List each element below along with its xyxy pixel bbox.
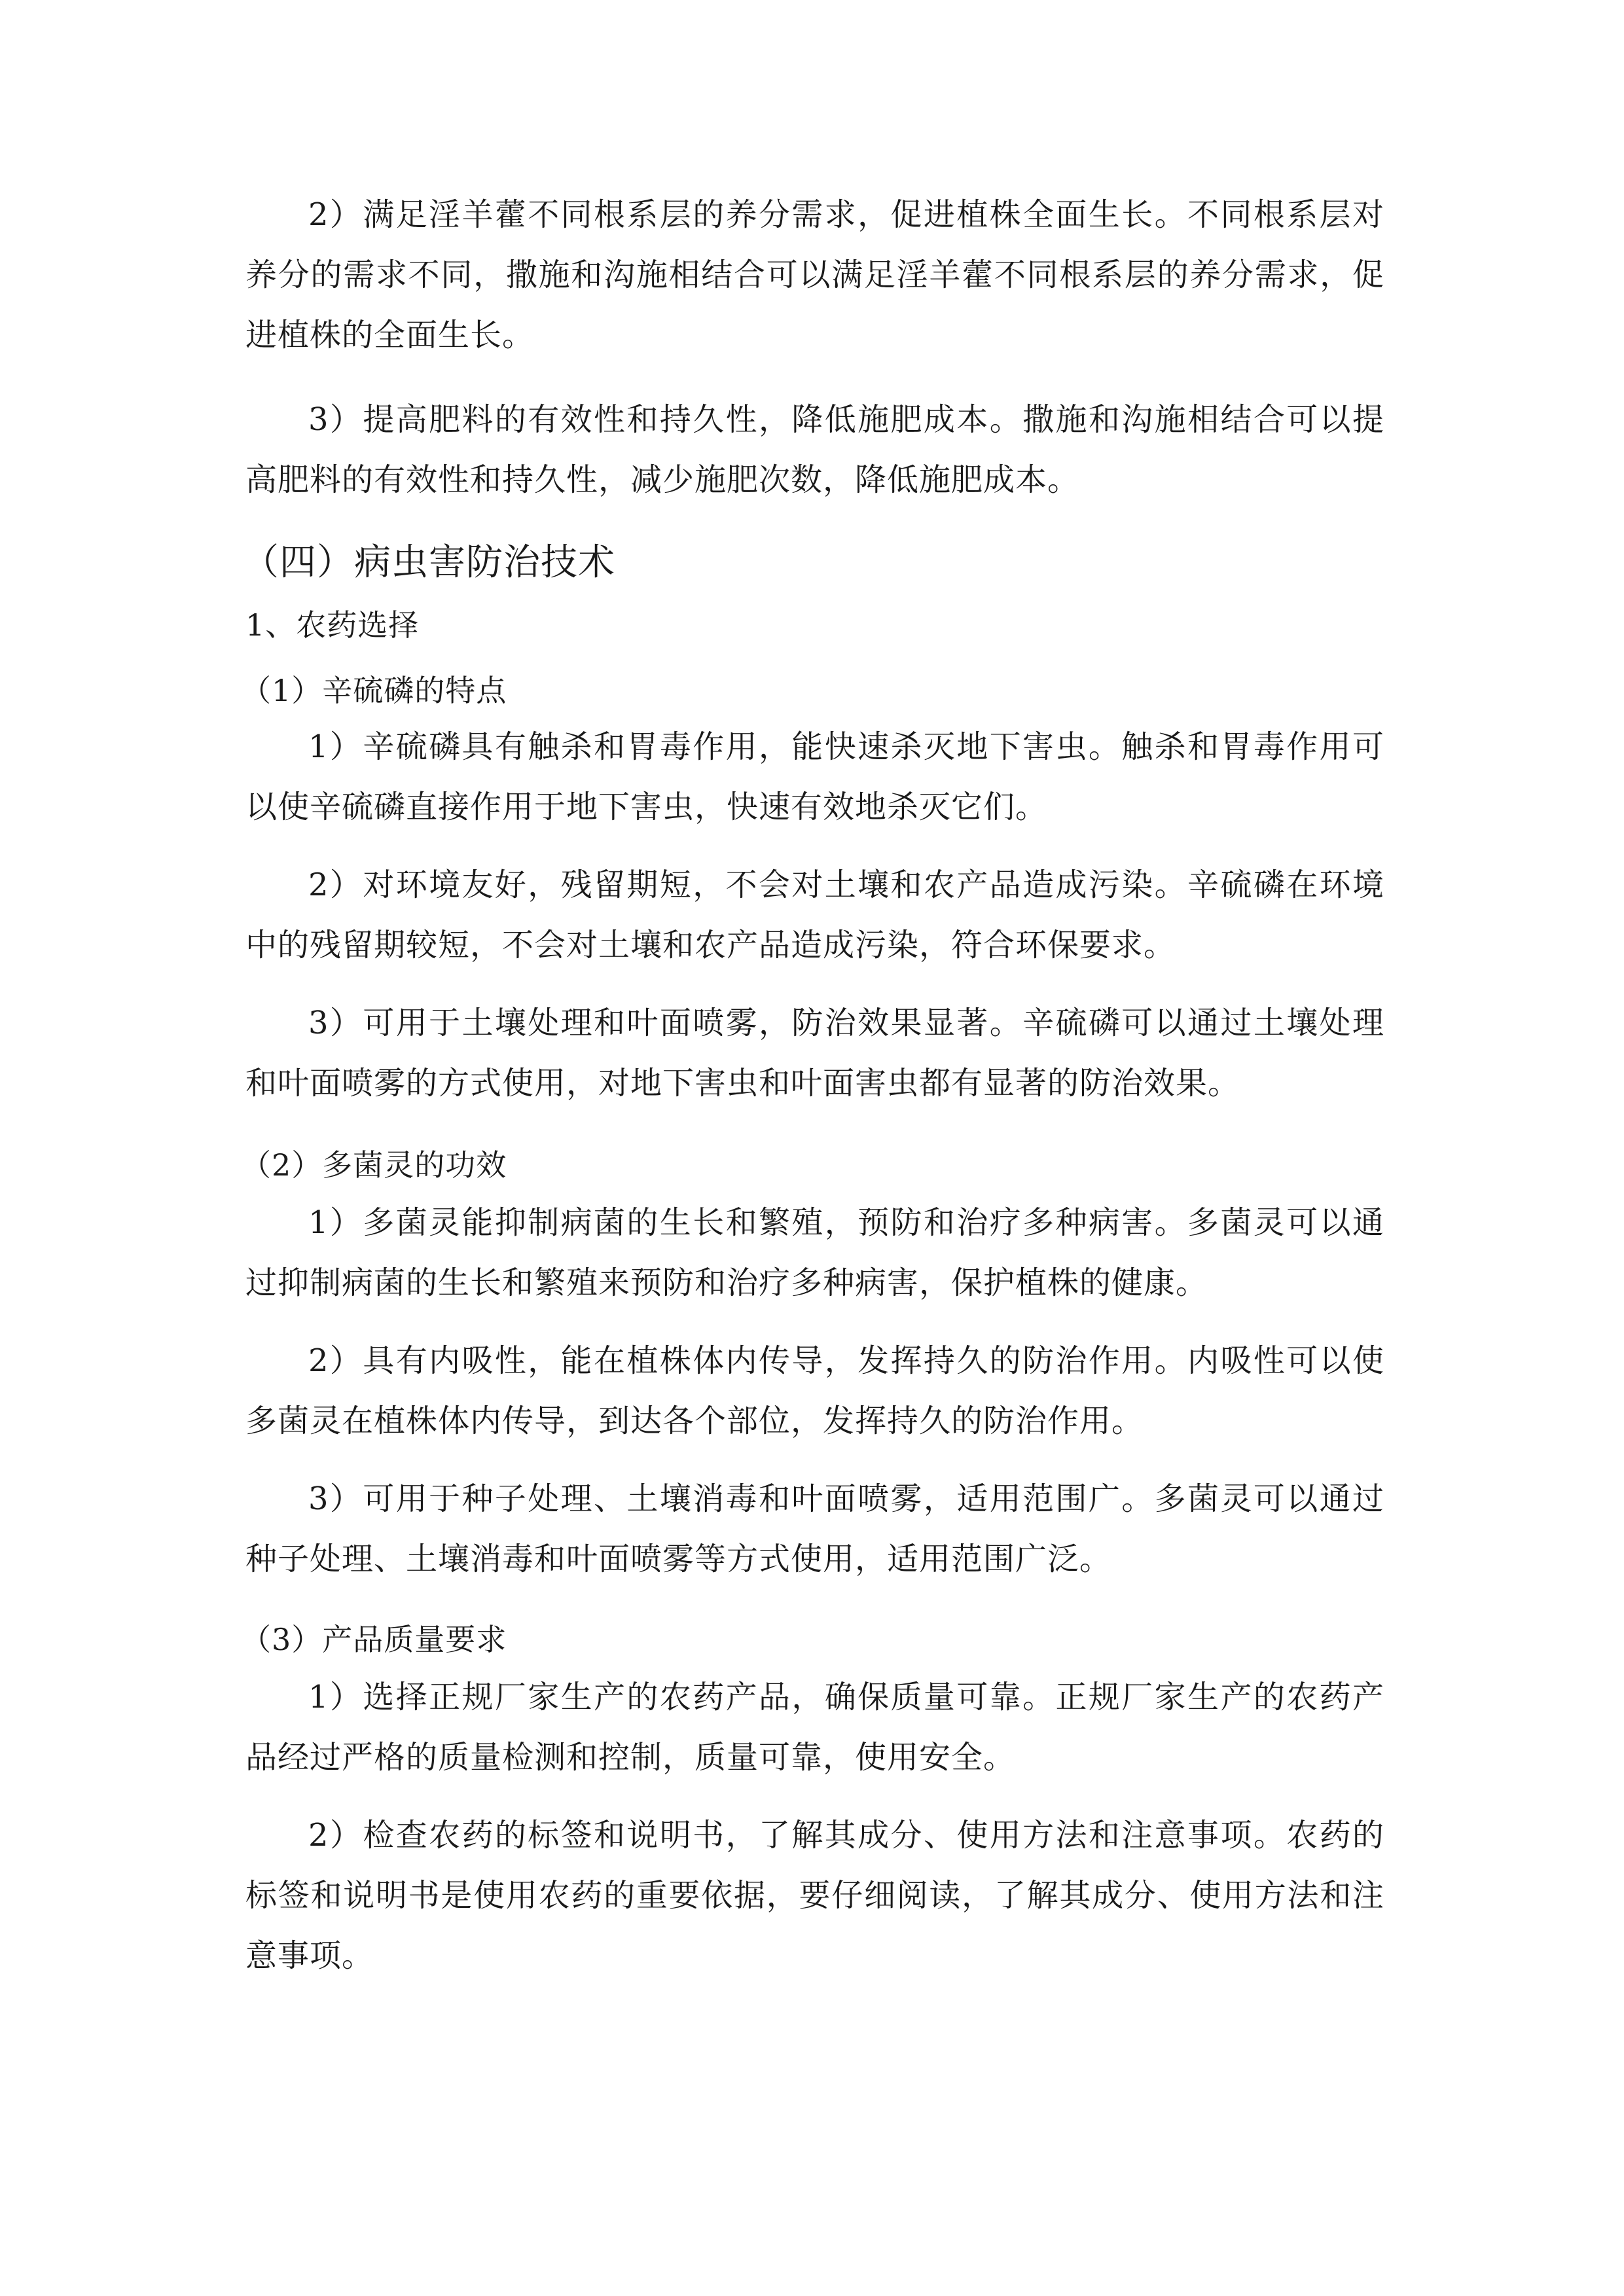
list-item: 1）选择正规厂家生产的农药产品，确保质量可靠。正规厂家生产的农药产品经过严格的质量检测和控制，质量可靠，使用安全。 [245,1679,1384,1776]
list-item: 3）可用于种子处理、土壤消毒和叶面喷雾，适用范围广。多菌灵可以通过种子处理、土壤消毒和叶面喷雾等方式使用，适用范围广泛。 [245,1480,1384,1577]
list-item: 1）辛硫磷具有触杀和胃毒作用，能快速杀灭地下害虫。触杀和胃毒作用可以使辛硫磷直接作用于地下害虫，快速有效地杀灭它们。 [245,728,1384,825]
subheading: 1、农药选择 [245,607,420,643]
list-item: 2）对环境友好，残留期短，不会对土壤和农产品造成污染。辛硫磷在环境中的残留期较短，不会对土壤和农产品造成污染，符合环保要求。 [245,867,1384,963]
list-item: 2）检查农药的标签和说明书，了解其成分、使用方法和注意事项。农药的标签和说明书是使用农药的重要依据，要仔细阅读，了解其成分、使用方法和注意事项。 [245,1817,1384,1974]
paragraph: 2）满足淫羊藿不同根系层的养分需求，促进植株全面生长。不同根系层对养分的需求不同，撒施和沟施相结合可以满足淫羊藿不同根系层的养分需求，促进植株的全面生长。 [245,196,1384,353]
list-item: 3）可用于土壤处理和叶面喷雾，防治效果显著。辛硫磷可以通过土壤处理和叶面喷雾的方式使用，对地下害虫和叶面害虫都有显著的防治效果。 [245,1005,1384,1102]
section-heading: （四）病虫害防治技术 [242,541,615,584]
paragraph: 3）提高肥料的有效性和持久性，降低施肥成本。撒施和沟施相结合可以提高肥料的有效性和持久性，减少施肥次数，降低施肥成本。 [245,401,1384,498]
group-title: （3）产品质量要求 [241,1622,507,1657]
group-title: （2）多菌灵的功效 [241,1147,507,1183]
group-title: （1）辛硫磷的特点 [241,673,507,708]
list-item: 2）具有内吸性，能在植株体内传导，发挥持久的防治作用。内吸性可以使多菌灵在植株体内传导，到达各个部位，发挥持久的防治作用。 [245,1342,1384,1439]
list-item: 1）多菌灵能抑制病菌的生长和繁殖，预防和治疗多种病害。多菌灵可以通过抑制病菌的生长和繁殖来预防和治疗多种病害，保护植株的健康。 [245,1204,1384,1301]
